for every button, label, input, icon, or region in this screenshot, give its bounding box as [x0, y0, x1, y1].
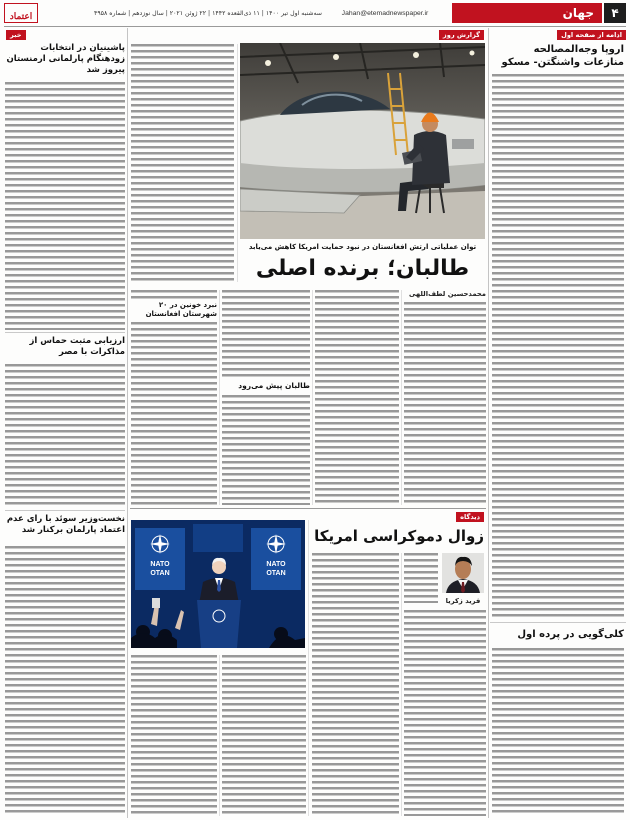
kicker-daily-report: گزارش روز	[439, 30, 484, 40]
hangar-light	[470, 51, 475, 56]
column-rule	[237, 44, 238, 282]
subhead-taliban-advances: طالبان پیش می‌رود	[238, 381, 310, 390]
article-body-text	[5, 546, 125, 816]
backdrop-label-otan: OTAN	[150, 570, 170, 577]
column-rule	[401, 290, 402, 505]
section-title-bar	[452, 3, 602, 23]
hangar-light	[333, 54, 339, 60]
aircraft-hangar-illustration	[240, 43, 485, 239]
hangar-light	[413, 52, 419, 58]
author-portrait	[442, 553, 484, 593]
lectern	[197, 600, 241, 648]
article-body-text	[5, 364, 125, 508]
issue-date-line: سه‌شنبه اول تیر ۱۴۰۰ | ۱۱ ذی‌القعده ۱۴۴۲ | ۲۲ ژوئن ۲۰۲۱ | سال نوزدهم | شماره ۴۹۵۸	[94, 10, 322, 17]
article-body-text	[131, 322, 217, 505]
article-body-text	[312, 553, 399, 816]
page-number: ۴	[604, 3, 626, 23]
article-body-text	[404, 302, 486, 505]
aircraft-panel-marking	[452, 139, 474, 149]
backdrop-label-otan: OTAN	[266, 570, 286, 577]
newspaper-logo	[4, 3, 38, 23]
article-body-text	[131, 655, 217, 816]
section-email: Jahan@etemadnewspaper.ir	[341, 10, 429, 17]
logo-wordmark: اعتماد	[9, 12, 33, 22]
section-separator	[130, 508, 486, 509]
news-separator	[5, 510, 125, 511]
kicker-news: خبر	[6, 30, 26, 40]
article-body-text	[222, 655, 306, 816]
article-body-text	[222, 290, 310, 378]
article-body-text	[131, 290, 217, 300]
opinion-author-name: فرید زکریا	[445, 597, 481, 605]
byline-author: محمدحسین لطف‌اللهی	[409, 290, 486, 298]
backdrop-label-nato: NATO	[266, 561, 286, 568]
backdrop-panel-center	[193, 524, 243, 552]
article-body-text	[404, 553, 438, 603]
section-title: جهان	[562, 6, 594, 20]
aircraft-photo	[240, 43, 485, 239]
column-rule	[127, 28, 128, 818]
column-rule	[219, 290, 220, 505]
headline-vague-talk: کلی‌گویی در پرده اول	[517, 629, 624, 640]
headline-europe: اروپا وجه‌المصالحه منازعات واشنگتن- مسکو	[501, 44, 624, 68]
column-rule	[488, 28, 489, 818]
column-rule	[401, 553, 402, 816]
headline-sweden-pm: نخست‌وزیر سوئد با رای عدم اعتماد پارلمان برکنار شد	[6, 514, 125, 535]
headline-hamas: ارزیابی مثبت حماس از مذاکرات با مصر	[29, 336, 125, 357]
header-rule	[4, 26, 626, 27]
headline-democracy-decline: زوال دموکراسی امریکا	[314, 527, 484, 545]
headline-taliban: طالبان؛ برنده اصلی	[255, 256, 470, 281]
article-body-text	[492, 648, 624, 816]
article-body-text	[5, 82, 125, 330]
column-rule	[308, 520, 309, 816]
article-body-text	[131, 44, 234, 282]
author-portrait-illustration	[442, 553, 484, 593]
column-rule	[219, 655, 220, 816]
headline-pashinyan: پاشینیان در انتخابات زودهنگام پارلمانی ارمنستان پیروز شد	[6, 43, 125, 75]
subhead-bloody-battle: نبرد خونین در ۲۰ شهرستان افغانستان	[145, 301, 217, 318]
article-separator	[490, 622, 626, 623]
kicker-opinion: دیدگاه	[456, 512, 484, 522]
article-body-text	[404, 610, 486, 816]
news-separator	[5, 332, 125, 333]
article-body-text	[315, 290, 399, 505]
nato-summit-photo	[131, 520, 305, 648]
photo-caption: توان عملیاتی ارتش افغانستان در نبود حمایت امریکا کاهش می‌یابد	[248, 243, 477, 251]
nato-summit-illustration	[131, 520, 305, 648]
backdrop-label-nato: NATO	[150, 561, 170, 568]
article-body-text	[222, 395, 310, 505]
hangar-light	[265, 60, 271, 66]
kicker-continued: ادامه از صفحه اول	[557, 30, 626, 40]
article-body-text	[492, 74, 624, 618]
column-rule	[312, 290, 313, 505]
